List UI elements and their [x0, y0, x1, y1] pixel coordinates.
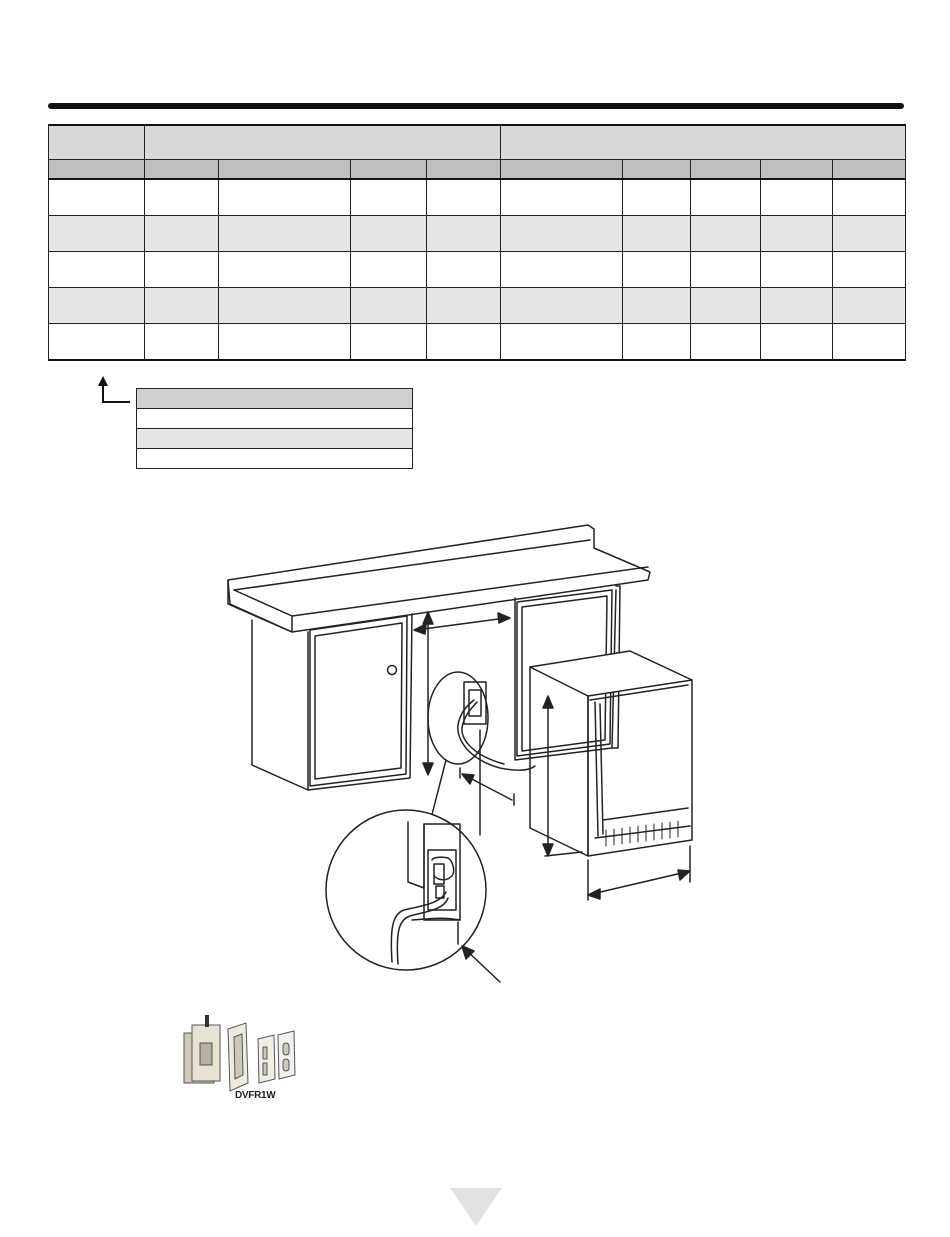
detail-leader-arrow	[462, 946, 500, 982]
refrigerator	[530, 651, 692, 856]
left-cabinet	[252, 614, 412, 790]
page-down-marker	[450, 1188, 502, 1226]
countertop	[228, 525, 650, 632]
appliance-dimension-arrows	[543, 696, 690, 900]
accessory-label: DVFR1W	[235, 1090, 276, 1101]
